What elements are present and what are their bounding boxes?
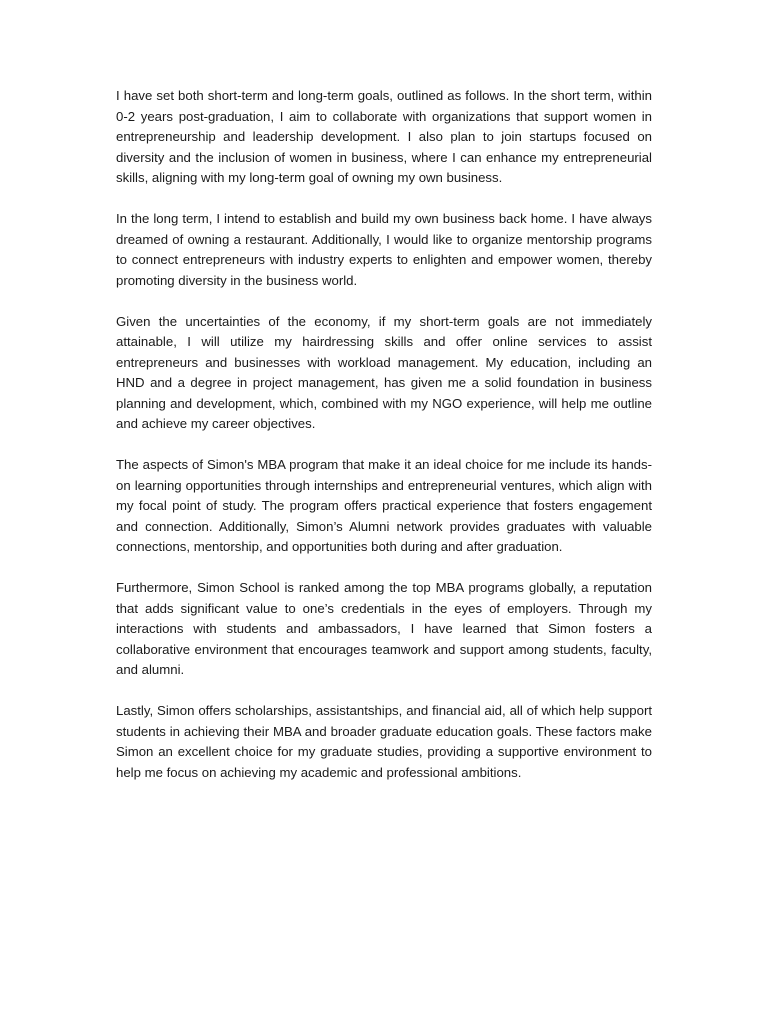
document-body	[116, 86, 652, 804]
paragraph-school-ranking: Furthermore, Simon School is ranked among the top MBA programs globally, a reputation that adds significant value to one’s credentials in the eyes of employers. Through my interactions with students and ambassadors, I have learned that Simon fosters a collaborative environment that encourages teamwork and support among students, faculty, and alumni.	[116, 580, 652, 677]
paragraph-financial-support: Lastly, Simon offers scholarships, assistantships, and financial aid, all of which help support students in achieving their MBA and broader graduate education goals. These factors make Simon an excellent choice for my graduate studies, providing a supportive environment to help me focus on achieving my academic and professional ambitions.	[116, 703, 652, 780]
paragraph-long-term-goals: In the long term, I intend to establish and build my own business back home. I have always dreamed of owning a restaurant. Additionally, I would like to organize mentorship programs to connect entrepreneurs with industry experts to enlighten and empower women, thereby promoting diversity in the business world.	[116, 211, 652, 288]
paragraph-short-term-goals: I have set both short-term and long-term goals, outlined as follows. In the short term, within 0-2 years post-graduation, I aim to collaborate with organizations that support women in entrepreneurship and leadership development. I also plan to join startups focused on diversity and the inclusion of women in business, where I can enhance my entrepreneurial skills, aligning with my long-term goal of owning my own business.	[116, 88, 652, 185]
paragraph-program-aspects: The aspects of Simon's MBA program that make it an ideal choice for me include its hands-on learning opportunities through internships and entrepreneurial ventures, which align with my focal point of study. The program offers practical experience that fosters engagement and connection. Additionally, Simon’s Alumni network provides graduates with valuable connections, mentorship, and opportunities both during and after graduation.	[116, 457, 652, 554]
paragraph-contingency-plan: Given the uncertainties of the economy, if my short-term goals are not immediately attainable, I will utilize my hairdressing skills and offer online services to assist entrepreneurs and businesses with workload management. My education, including an HND and a degree in project management, has given me a solid foundation in business planning and development, which, combined with my NGO experience, will help me outline and achieve my career objectives.	[116, 313, 652, 431]
